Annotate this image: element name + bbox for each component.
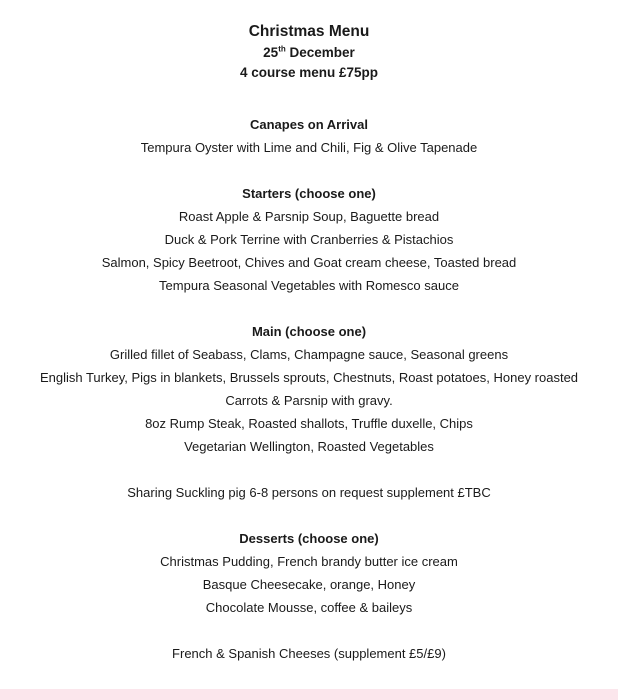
main-item: Carrots & Parsnip with gravy. <box>225 393 393 408</box>
date-suffix: th <box>278 44 286 54</box>
date-day: 25 <box>263 45 279 60</box>
main-heading: Main (choose one) <box>251 324 367 339</box>
menu-date <box>0 44 618 61</box>
starters-item: Tempura Seasonal Vegetables with Romesco sauce <box>159 278 459 293</box>
main-item: 8oz Rump Steak, Roasted shallots, Truffle duxelle, Chips <box>145 416 473 431</box>
desserts-item: Chocolate Mousse, coffee & baileys <box>205 600 413 615</box>
starters-item: Salmon, Spicy Beetroot, Chives and Goat cream cheese, Toasted bread <box>101 255 517 270</box>
bottom-strip <box>0 689 618 700</box>
canapes-item: Tempura Oyster with Lime and Chili, Fig & Olive Tapenade <box>140 140 478 155</box>
date-month: December <box>285 45 355 60</box>
starters-item: Duck & Pork Terrine with Cranberries & Pistachios <box>164 232 454 247</box>
menu-price: 4 course menu £75pp <box>239 65 379 80</box>
main-item: Grilled fillet of Seabass, Clams, Champagne sauce, Seasonal greens <box>109 347 509 362</box>
main-item: Vegetarian Wellington, Roasted Vegetables <box>184 439 434 454</box>
cheeses-note: French & Spanish Cheeses (supplement £5/£9) <box>172 646 446 661</box>
sharing-note: Sharing Suckling pig 6-8 persons on request supplement £TBC <box>127 485 491 500</box>
desserts-item: Basque Cheesecake, orange, Honey <box>202 577 416 592</box>
main-item: English Turkey, Pigs in blankets, Brussels sprouts, Chestnuts, Roast potatoes, Honey roasted <box>39 370 579 385</box>
starters-heading: Starters (choose one) <box>242 186 376 201</box>
menu-title: Christmas Menu <box>248 23 370 40</box>
desserts-item: Christmas Pudding, French brandy butter ice cream <box>160 554 458 569</box>
desserts-heading: Desserts (choose one) <box>239 531 379 546</box>
canapes-heading: Canapes on Arrival <box>249 117 368 132</box>
starters-item: Roast Apple & Parsnip Soup, Baguette bread <box>178 209 440 224</box>
